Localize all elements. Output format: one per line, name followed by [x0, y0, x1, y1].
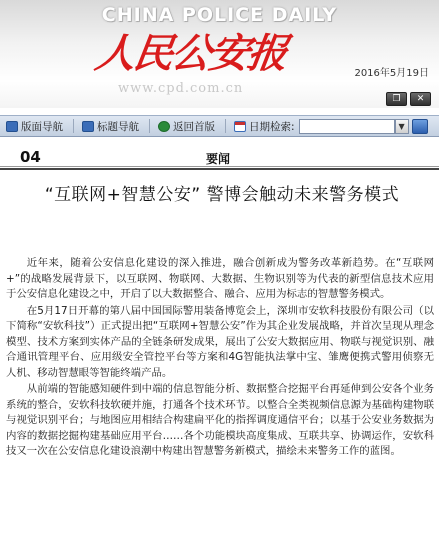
- article-paragraph: 近年来，随着公安信息化建设的深入推进，融合创新成为警务改革新趋势。在“互联网+”的战略发展背景下，以互联网、物联网、大数据、生物识别等为代表的新型信息技术应用于公安信息化建设之中，开启了以大数据整合、融合、应用为标志的智慧警务模式。: [6, 257, 434, 300]
- back-home-label: 返回首版: [173, 120, 215, 133]
- date-search-label: 日期检索:: [249, 120, 295, 133]
- article-title: “互联网+智慧公安” 警博会触动未来警务模式: [44, 185, 400, 205]
- layout-nav-label: 版面导航: [21, 120, 63, 133]
- date-search: [234, 119, 295, 134]
- layout-nav-button[interactable]: [6, 119, 63, 134]
- close-window-button[interactable]: ✕: [410, 92, 431, 106]
- title-nav-label: 标题导航: [97, 120, 139, 133]
- article-paragraph: 在5月17日开幕的第八届中国国际警用装备博览会上，深圳市安软科技股份有限公司（以下简称“安软科技”）正式提出把“互联网+智慧公安”作为其企业发展战略，并首次呈现从理念模型、技术方案到实体产品的全链条研发成果，展出了公安大数据应用、物联与视觉识别、融合通讯管理平台、应用级安全管控平台等方案和4G智能执法掌中宝、雏鹰便携式警用侦察无人机、移动智慧眼等智能终端产品。: [6, 304, 434, 379]
- page-bar: [0, 144, 439, 170]
- back-arrow-icon: [158, 121, 170, 132]
- date-dropdown-button[interactable]: ▼: [395, 119, 409, 134]
- layout-nav-icon: [6, 121, 18, 132]
- page-section-name: 要闻: [206, 152, 231, 166]
- date-search-go-button[interactable]: [412, 119, 428, 134]
- masthead: [0, 0, 439, 108]
- page-number: 04: [20, 148, 41, 166]
- toolbar-divider: [149, 119, 150, 133]
- toolbar: [0, 115, 439, 137]
- toolbar-divider: [225, 119, 226, 133]
- masthead-english-name: CHINA POLICE DAILY: [101, 4, 338, 26]
- article-paragraph: 从前端的智能感知硬件到中端的信息智能分析、数据整合挖掘平台再延伸到公安各个业务系统的整合，安软科技软硬并施，打通各个技术环节。以整合全类视频信息源为基础构建物联与视觉识别平台；与地图应用相结合构建扁平化的指挥调度通信平台；以基于公安业务数据为内容的数据挖掘构建基础应用平台……各个功能模块高度集成、互联共享、协调运作，安软科技又一次在公安信息化建设浪潮中构建出智慧警务新模式，描绘未来警务工作的蓝图。: [6, 383, 434, 457]
- date-search-input[interactable]: [299, 119, 395, 134]
- divider: [0, 166, 439, 167]
- back-home-button[interactable]: [158, 119, 215, 134]
- issue-date: 2016年5月19日: [354, 68, 429, 79]
- restore-window-button[interactable]: ❐: [386, 92, 407, 106]
- calendar-icon: [234, 121, 246, 132]
- title-nav-button[interactable]: [82, 119, 139, 134]
- site-url: www.cpd.com.cn: [118, 81, 244, 96]
- title-nav-icon: [82, 121, 94, 132]
- masthead-logo: 人民公安报: [92, 30, 289, 77]
- toolbar-divider: [73, 119, 74, 133]
- article-body: [6, 256, 434, 548]
